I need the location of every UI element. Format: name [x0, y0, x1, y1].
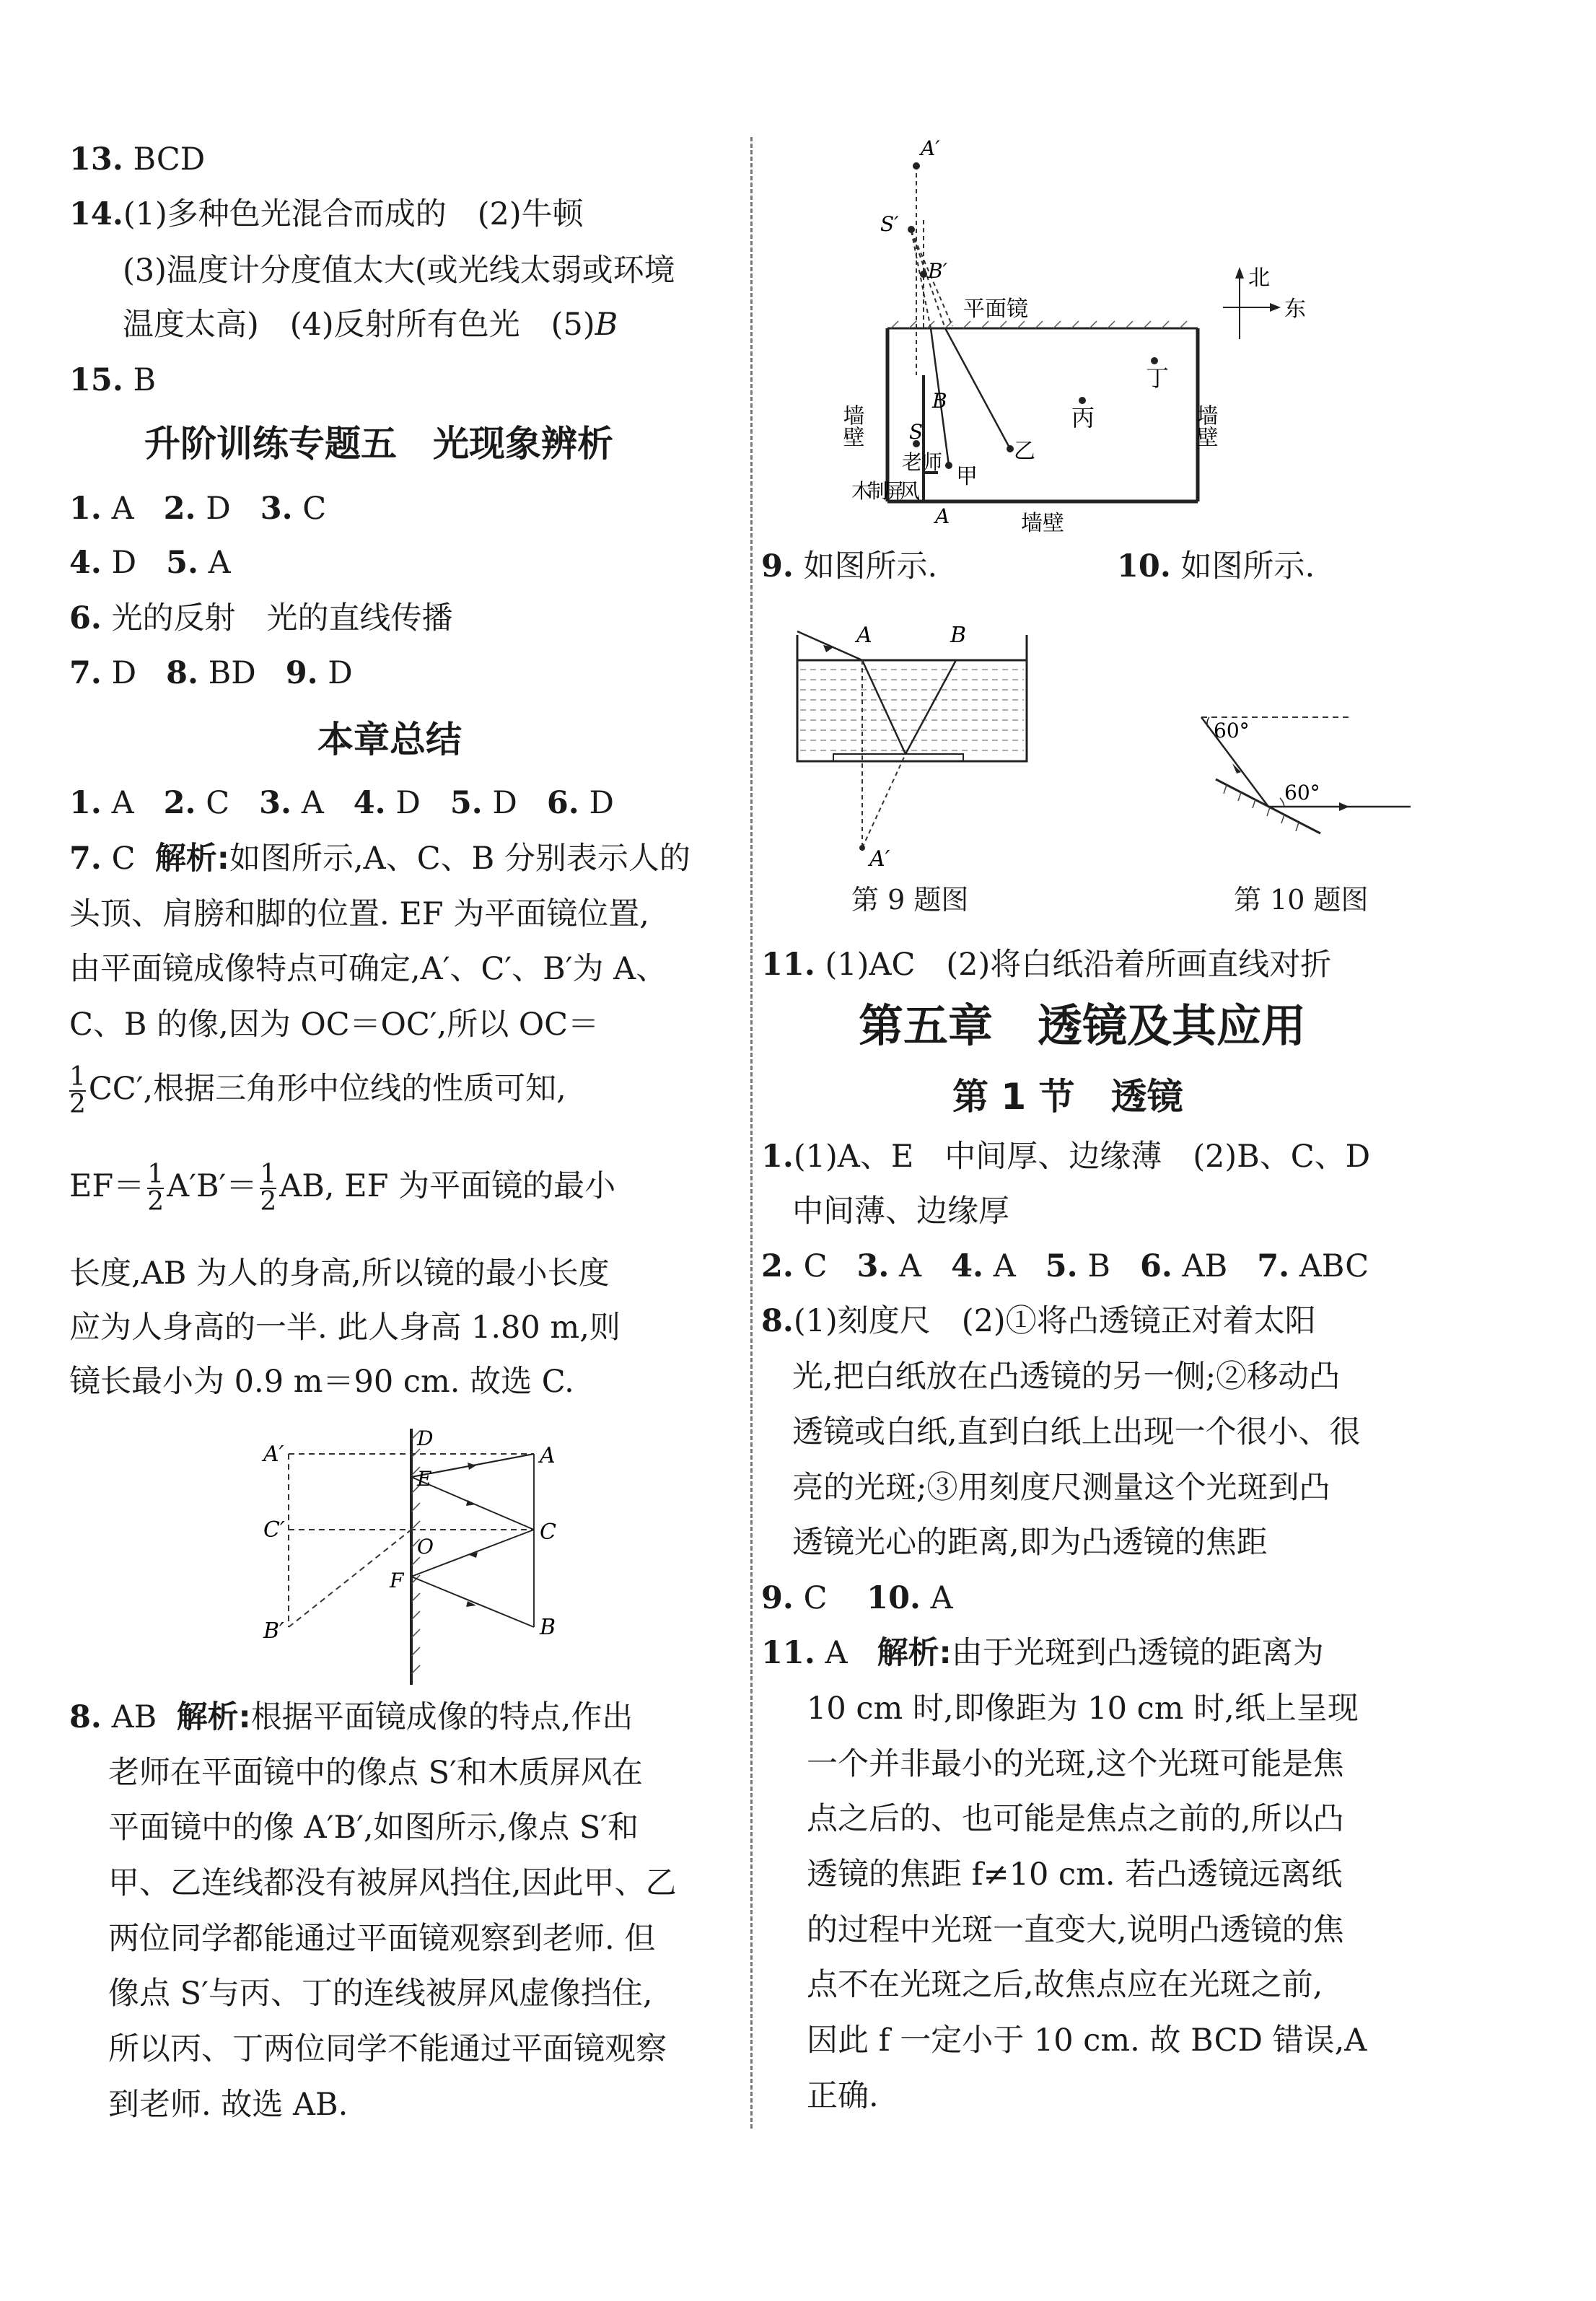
label-wall-left: 墙壁 — [838, 404, 864, 447]
q7-line5: $\frac{1}{2}$ CC′,根据三角形中位线的性质可知, — [69, 1062, 566, 1119]
s1-row2: 4. D 5. A — [69, 545, 231, 581]
label-teacher: 老师 — [902, 450, 943, 474]
label-a-prime: A′ — [869, 846, 890, 872]
label-b: B — [950, 623, 967, 648]
s1-row1: 1. A 2. D 3. C — [69, 491, 327, 527]
s2-row1: 1. A 2. C 3. A 4. D 5. D 6. D — [69, 785, 614, 821]
q8-line4: 甲、乙连线都没有被屏风挡住,因此甲、乙 — [108, 1865, 677, 1901]
chapter-title: 第五章 透镜及其应用 — [859, 999, 1307, 1052]
section-heading-2: 本章总结 — [317, 719, 462, 761]
answer-14-line1: 14.(1)多种色光混合而成的 (2)牛顿 — [69, 196, 584, 232]
q7-line1: 7. C 解析:如图所示,A、C、B 分别表示人的 — [69, 841, 690, 877]
label-wall-bottom: 墙壁 — [1021, 511, 1064, 536]
label-a: A — [540, 1443, 556, 1468]
section-heading-1: 升阶训练专题五 光现象辨析 — [144, 423, 613, 465]
q9-figure — [790, 621, 1050, 880]
answer-10: 10. 如图所示. — [1117, 548, 1315, 584]
label-a-prime: A′ — [263, 1442, 284, 1467]
label-a: A — [856, 623, 872, 648]
c-row9: 9. C 10. A — [761, 1580, 953, 1616]
q8-line8: 到老师. 故选 AB. — [108, 2087, 348, 2123]
label-o: O — [417, 1535, 434, 1559]
q7-line6: EF＝ $\frac{1}{2}$ A′B′＝ $\frac{1}{2}$ AB, EF 为平面镜的最小 — [69, 1160, 616, 1217]
q7-line2: 头顶、肩膀和脚的位置. EF 为平面镜位置, — [69, 896, 649, 932]
s1-q6: 6. 光的反射 光的直线传播 — [69, 600, 453, 636]
label-angle2: 60° — [1284, 781, 1320, 805]
answer-13: 13. BCD — [69, 141, 206, 177]
label-f: F — [390, 1569, 404, 1592]
label-yi: 乙 — [1014, 439, 1035, 464]
q7-line8: 应为人身高的一半. 此人身高 1.80 m,则 — [69, 1310, 621, 1346]
c11-line6: 的过程中光斑一直变大,说明凸透镜的焦 — [807, 1912, 1344, 1948]
label-east: 东 — [1284, 297, 1306, 322]
label-s-prime: S′ — [880, 212, 899, 236]
label-wall-right: 墙壁 — [1192, 404, 1218, 447]
label-angle1: 60° — [1214, 719, 1250, 742]
c8-line1: 8.(1)刻度尺 (2)①将凸透镜正对着太阳 — [761, 1303, 1316, 1339]
c11-line5: 透镜的焦距 f≠10 cm. 若凸透镜远离纸 — [807, 1857, 1343, 1893]
label-b-prime: B′ — [928, 259, 947, 283]
section-title: 第 1 节 透镜 — [952, 1076, 1183, 1118]
c11-line1: 11. A 解析:由于光斑到凸透镜的距离为 — [761, 1635, 1324, 1671]
c11-line2: 10 cm 时,即像距为 10 cm 时,纸上呈现 — [807, 1691, 1359, 1727]
q7-line7: 长度,AB 为人的身高,所以镜的最小长度 — [69, 1255, 610, 1292]
q8-line1: 8. AB 解析:根据平面镜成像的特点,作出 — [69, 1699, 633, 1735]
q8-room-figure — [838, 136, 1313, 541]
label-b-prime: B′ — [263, 1618, 284, 1644]
q10-figure — [1183, 700, 1421, 844]
c8-line2: 光,把白纸放在凸透镜的另一侧;②移动凸 — [792, 1359, 1341, 1395]
q9-caption: 第 9 题图 — [851, 884, 969, 916]
q8-line7: 所以丙、丁两位同学不能通过平面镜观察 — [108, 2031, 667, 2067]
c11-line9: 正确. — [807, 2078, 879, 2114]
q8-line6: 像点 S′与丙、丁的连线被屏风虚像挡住, — [108, 1976, 653, 2012]
q7-line9: 镜长最小为 0.9 m＝90 cm. 故选 C. — [69, 1364, 574, 1400]
answer-9: 9. 如图所示. — [761, 548, 938, 584]
label-bing: 丙 — [1071, 404, 1095, 431]
answer-14-line3: 温度太高) (4)反射所有色光 (5)B — [123, 307, 618, 343]
c8-line4: 亮的光斑;③用刻度尺测量这个光斑到凸 — [792, 1470, 1330, 1506]
label-e: E — [417, 1467, 432, 1491]
c11-line3: 一个并非最小的光斑,这个光斑可能是焦 — [807, 1746, 1344, 1782]
q8-line3: 平面镜中的像 A′B′,如图所示,像点 S′和 — [108, 1810, 639, 1846]
column-divider — [750, 137, 753, 2129]
c11-line7: 点不在光斑之后,故焦点应在光斑之前, — [807, 1967, 1323, 2003]
q10-caption: 第 10 题图 — [1234, 884, 1369, 916]
q7-line3: 由平面镜成像特点可确定,A′、C′、B′为 A、 — [69, 951, 667, 987]
label-c-prime: C′ — [263, 1517, 285, 1543]
q7-line4: C、B 的像,因为 OC＝OC′,所以 OC＝ — [69, 1007, 600, 1043]
label-b: B — [932, 389, 947, 413]
label-a-prime: A′ — [921, 136, 940, 160]
q7-mirror-figure — [260, 1425, 577, 1692]
label-jia: 甲 — [956, 464, 978, 489]
answer-14-line2: (3)温度计分度值太大(或光线太弱或环境 — [123, 253, 675, 289]
label-s: S — [909, 420, 924, 444]
c1-line2: 中间薄、边缘厚 — [792, 1193, 1009, 1230]
c-row2: 2. C 3. A 4. A 5. B 6. AB 7. ABC — [761, 1248, 1369, 1284]
label-screen: 木制屏风 — [851, 479, 920, 503]
label-a: A — [935, 504, 950, 528]
c1-line1: 1.(1)A、E 中间厚、边缘薄 (2)B、C、D — [761, 1139, 1371, 1175]
label-b: B — [540, 1615, 556, 1640]
answer-15: 15. B — [69, 362, 157, 398]
c8-line3: 透镜或白纸,直到白纸上出现一个很小、很 — [792, 1414, 1361, 1450]
c8-line5: 透镜光心的距离,即为凸透镜的焦距 — [792, 1525, 1268, 1561]
q8-line2: 老师在平面镜中的像点 S′和木质屏风在 — [108, 1755, 643, 1791]
label-north: 北 — [1248, 266, 1270, 291]
label-d: D — [417, 1426, 434, 1450]
label-ding: 丁 — [1146, 364, 1170, 392]
c11-line8: 因此 f 一定小于 10 cm. 故 BCD 错误,A — [807, 2022, 1367, 2059]
c11-line4: 点之后的、也可能是焦点之前的,所以凸 — [807, 1801, 1344, 1837]
answer-11: 11. (1)AC (2)将白纸沿着所画直线对折 — [761, 947, 1332, 983]
q8-line5: 两位同学都能通过平面镜观察到老师. 但 — [108, 1921, 656, 1957]
label-c: C — [540, 1520, 556, 1545]
label-mirror: 平面镜 — [963, 297, 1028, 322]
s1-row4: 7. D 8. BD 9. D — [69, 655, 353, 691]
